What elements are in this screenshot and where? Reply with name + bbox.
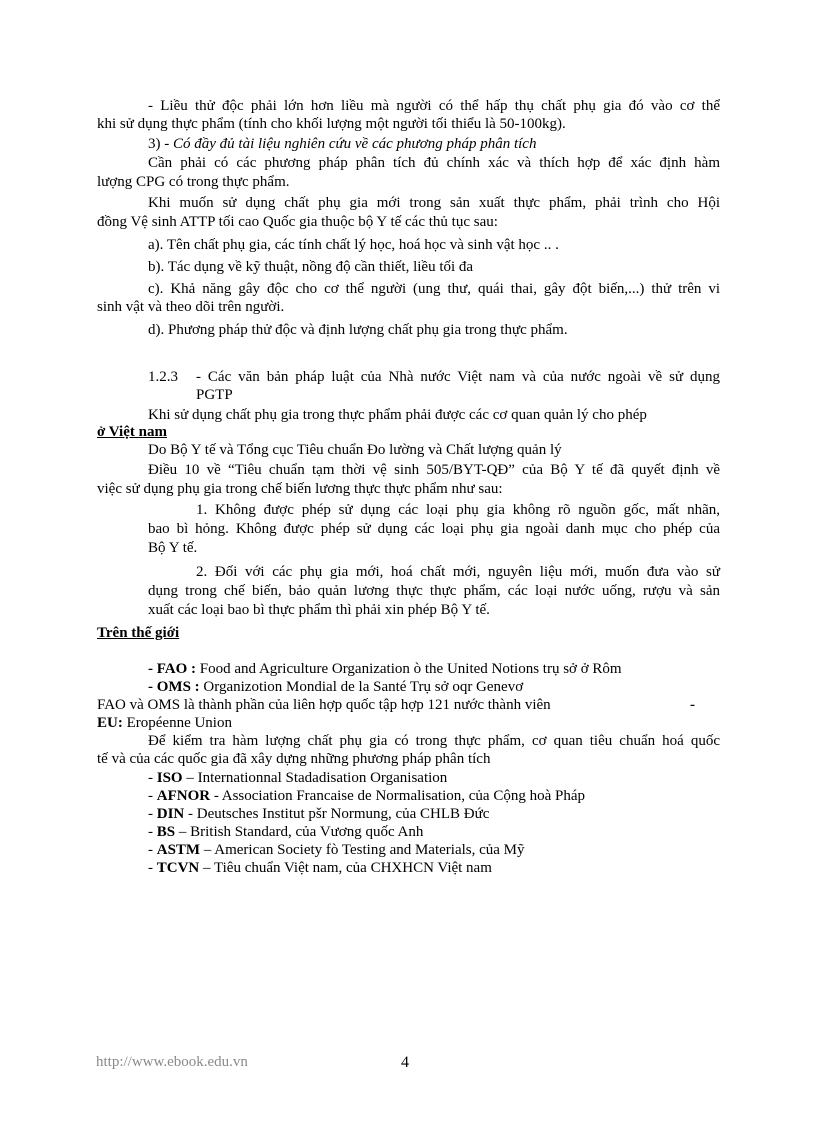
org-eu [97,714,232,732]
org-oms [148,678,523,696]
section-number: 1.2.3 [148,369,178,385]
standard-key: ISO [156,770,183,786]
rule-1-cont: Bộ Y tế. [148,540,198,556]
standard-key: TCVN [156,860,200,876]
rule-1-cont: bao bì hỏng. Không được phép sử dụng các loại phụ gia ngoài danh mục cho phép của [148,521,720,537]
org-oms-text: Organizotion Mondial de la Santé Trụ sở oqr Genevơ [199,679,524,695]
vietnam-heading: ở Việt nam [97,424,167,440]
rule-1: 1. Không được phép sử dụng các loại phụ gia không rõ nguồn gốc, mất nhãn, [196,502,720,518]
standard-key: AFNOR [156,788,211,804]
rule-2-cont: dụng trong chế biến, bảo quản lương thực thực phẩm, các loại nước uống, rượu và sản [148,583,720,599]
org-eu-key: EU: [97,715,123,731]
list-item-a: a). Tên chất phụ gia, các tính chất lý học, hoá học và sinh vật học .. . [148,237,559,253]
body-line: khi sử dụng thực phẩm (tính cho khối lượng một người tối thiểu là 50-100kg). [97,116,566,132]
body-line: FAO và OMS là thành phần của liên hợp quốc tập hợp 121 nước thành viên [97,697,551,713]
org-fao-text: Food and Agriculture Organization ò the United Notions trụ sở ở Rôm [196,661,622,677]
standard-item: - BS – British Standard, của Vương quốc Anh [148,824,424,840]
section-3-heading [148,135,536,153]
body-line: Điều 10 về “Tiêu chuẩn tạm thời vệ sinh 505/BYT-QĐ” của Bộ Y tế đã quyết định về [148,462,720,478]
rule-2-cont: xuất các loại bao bì thực phẩm thì phải xin phép Bộ Y tế. [148,602,490,618]
standard-key: DIN [156,806,185,822]
section-title: - Các văn bản pháp luật của Nhà nước Việt nam và của nước ngoài về sử dụng [196,369,720,385]
standard-item: - ISO – Internationnal Stadadisation Organisation [148,770,448,786]
body-line: Để kiểm tra hàm lượng chất phụ gia có trong thực phẩm, cơ quan tiêu chuẩn hoá quốc [148,733,720,749]
section-title-cont: PGTP [196,387,233,403]
body-line: lượng CPG có trong thực phẩm. [97,174,290,190]
org-fao [148,660,622,678]
page-number: 4 [401,1054,409,1071]
standard-item: - AFNOR - Association Francaise de Normalisation, của Cộng hoà Pháp [148,788,585,804]
standard-key: ASTM [156,842,201,858]
body-line: Do Bộ Y tế và Tổng cục Tiêu chuẩn Đo lường và Chất lượng quản lý [148,442,562,458]
org-eu-text: Eropéenne Union [122,715,232,731]
list-item-c-cont: sinh vật và theo dõi trên người. [97,299,285,315]
section-3-number: 3) - [148,136,170,152]
org-oms-key: - OMS : [148,679,200,695]
rule-2: 2. Đối với các phụ gia mới, hoá chất mới, nguyên liệu mới, muốn đưa vào sử [196,564,720,580]
body-line: Khi muốn sử dụng chất phụ gia mới trong sản xuất thực phẩm, phải trình cho Hội [148,195,720,211]
standard-item: - ASTM – American Society fò Testing and Materials, của Mỹ [148,842,525,858]
standard-key: BS [156,824,176,840]
list-dash: - [690,697,695,713]
list-item-c: c). Khả năng gây độc cho cơ thể người (ung thư, quái thai, gây đột biến,...) thử trên vi [148,281,720,297]
body-line: đồng Vệ sinh ATTP tối cao Quốc gia thuộc bộ Y tế các thủ tục sau: [97,214,498,230]
body-line: Khi sử dụng chất phụ gia trong thực phẩm phải được các cơ quan quản lý cho phép [148,407,647,423]
list-item-d: d). Phương pháp thử độc và định lượng chất phụ gia trong thực phẩm. [148,322,568,338]
body-line: tế và của các quốc gia đã xây dựng những phương pháp phân tích [97,751,491,767]
standard-item: - DIN - Deutsches Institut pšr Normung, của CHLB Đức [148,806,490,822]
list-item-b: b). Tác dụng về kỹ thuật, nồng độ cần thiết, liều tối đa [148,259,474,275]
world-heading: Trên thế giới [97,625,180,641]
body-line: - Liều thử độc phải lớn hơn liều mà người có thể hấp thụ chất phụ gia đó vào cơ thể [148,98,720,114]
section-3-title: Có đầy đủ tài liệu nghiên cứu về các phương pháp phân tích [173,136,537,152]
org-fao-key: - FAO : [148,661,197,677]
body-line: việc sử dụng phụ gia trong chế biến lương thực thực phẩm như sau: [97,481,503,497]
body-line: Cần phải có các phương pháp phân tích đủ chính xác và thích hợp để xác định hàm [148,155,720,171]
standard-item: - TCVN – Tiêu chuẩn Việt nam, của CHXHCN Việt nam [148,860,492,876]
footer-url[interactable]: http://www.ebook.edu.vn [96,1054,248,1070]
